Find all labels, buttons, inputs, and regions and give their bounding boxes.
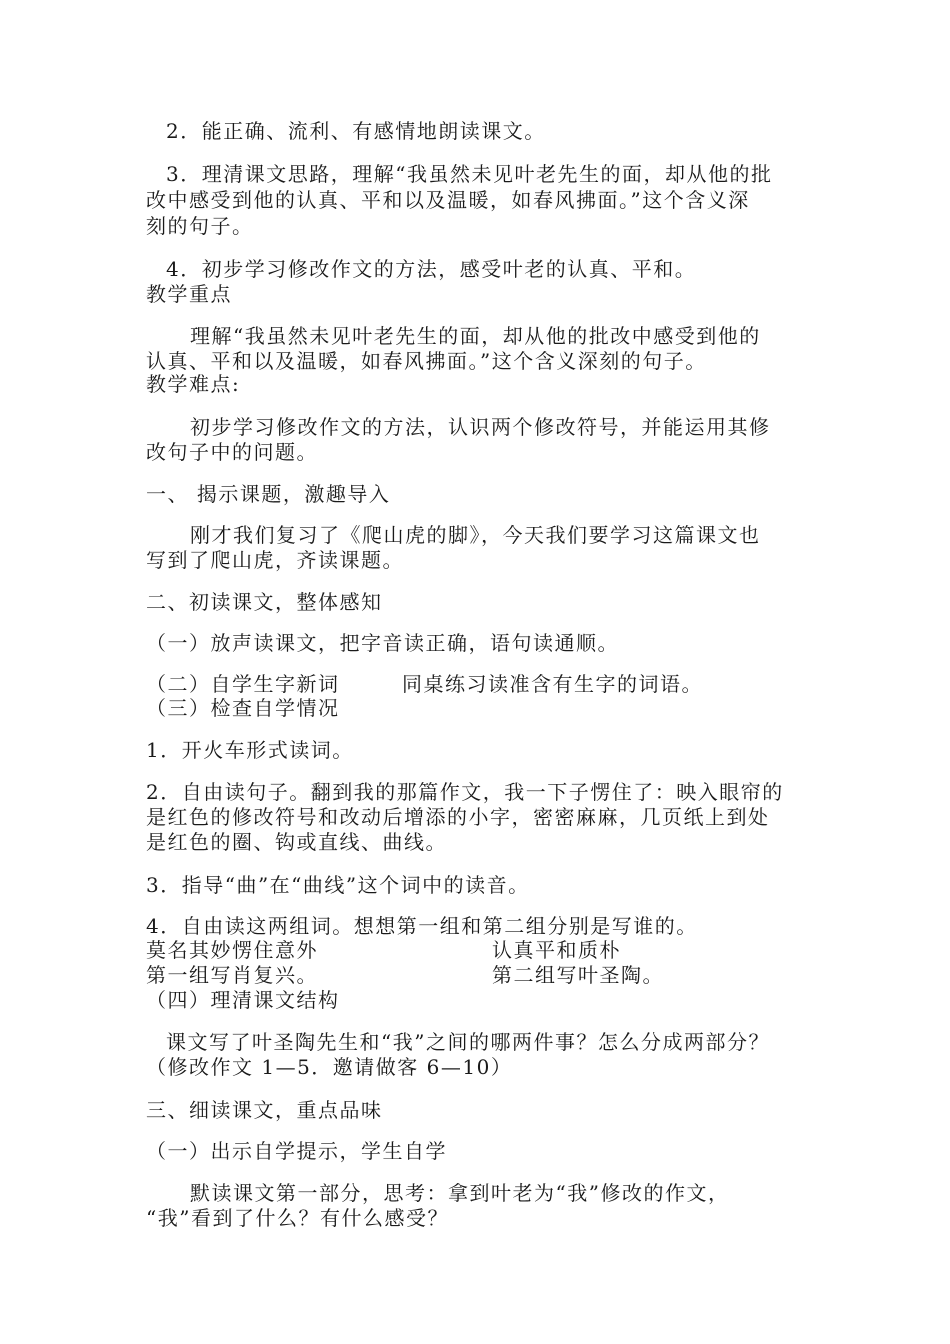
section-1-line-2: 写到了爬山虎，齐读课题。 xyxy=(146,548,404,572)
section-2-sub-1: （一）放声读课文，把字音读正确，语句读通顺。 xyxy=(146,631,619,655)
key-point-line-1: 理解“我虽然未见叶老先生的面，却从他的批改中感受到他的 xyxy=(190,324,761,348)
objective-4: 4．初步学习修改作文的方法，感受叶老的认真、平和。 xyxy=(166,257,697,281)
objective-3-line-1: 3．理清课文思路，理解“我虽然未见叶老先生的面，却从他的批 xyxy=(166,162,773,186)
difficulty-line-2: 改句子中的问题。 xyxy=(146,440,318,464)
structure-line-1: 课文写了叶圣陶先生和“我”之间的哪两件事？怎么分成两部分？ xyxy=(166,1030,770,1054)
section-3-sub-1: （一）出示自学提示，学生自学 xyxy=(146,1139,447,1163)
check-item-2-line-3: 是红色的圈、钩或直线、曲线。 xyxy=(146,830,447,854)
group-label-right: 第二组写叶圣陶。 xyxy=(492,963,664,987)
structure-line-2: （修改作文 1—5．邀请做客 6—10） xyxy=(146,1055,513,1079)
word-group-right: 认真平和质朴 xyxy=(492,938,621,962)
group-label-left: 第一组写肖复兴。 xyxy=(146,963,318,987)
objective-2: 2．能正确、流利、有感情地朗读课文。 xyxy=(166,119,546,143)
key-point-heading: 教学重点 xyxy=(146,282,232,306)
section-3-line-1: 默读课文第一部分，思考：拿到叶老为“我”修改的作文， xyxy=(190,1181,730,1205)
difficulty-heading: 教学难点: xyxy=(146,372,241,396)
check-item-2-line-2: 是红色的修改符号和改动后增添的小字，密密麻麻，几页纸上到处 xyxy=(146,805,770,829)
check-item-4: 4．自由读这两组词。想想第一组和第二组分别是写谁的。 xyxy=(146,914,698,938)
section-2-sub-2-detail: 同桌练习读准含有生字的词语。 xyxy=(402,672,703,696)
section-2-heading: 二、初读课文，整体感知 xyxy=(146,590,383,614)
difficulty-line-1: 初步学习修改作文的方法，认识两个修改符号，并能运用其修 xyxy=(190,415,771,439)
section-2-sub-2-label: （二）自学生字新词 xyxy=(146,672,340,696)
check-item-3: 3．指导“曲”在“曲线”这个词中的读音。 xyxy=(146,873,530,897)
objective-3-line-3: 刻的句子。 xyxy=(146,214,254,238)
section-2-sub-3: （三）检查自学情况 xyxy=(146,696,340,720)
key-point-line-2: 认真、平和以及温暖，如春风拂面。”这个含义深刻的句子。 xyxy=(146,349,707,373)
section-1-heading: 一、 揭示课题，激趣导入 xyxy=(146,482,391,506)
objective-3-line-2: 改中感受到他的认真、平和以及温暖，如春风拂面。”这个含义深 xyxy=(146,188,750,212)
section-3-heading: 三、细读课文，重点品味 xyxy=(146,1098,383,1122)
section-1-line-1: 刚才我们复习了《爬山虎的脚》，今天我们要学习这篇课文也 xyxy=(190,523,761,547)
check-item-2-line-1: 2．自由读句子。翻到我的那篇作文，我一下子愣住了：映入眼帘的 xyxy=(146,780,784,804)
check-item-1: 1．开火车形式读词。 xyxy=(146,738,354,762)
section-3-line-2: “我”看到了什么？有什么感受？ xyxy=(146,1206,449,1230)
word-group-left: 莫名其妙愣住意外 xyxy=(146,938,318,962)
section-2-sub-4: （四）理清课文结构 xyxy=(146,988,340,1012)
